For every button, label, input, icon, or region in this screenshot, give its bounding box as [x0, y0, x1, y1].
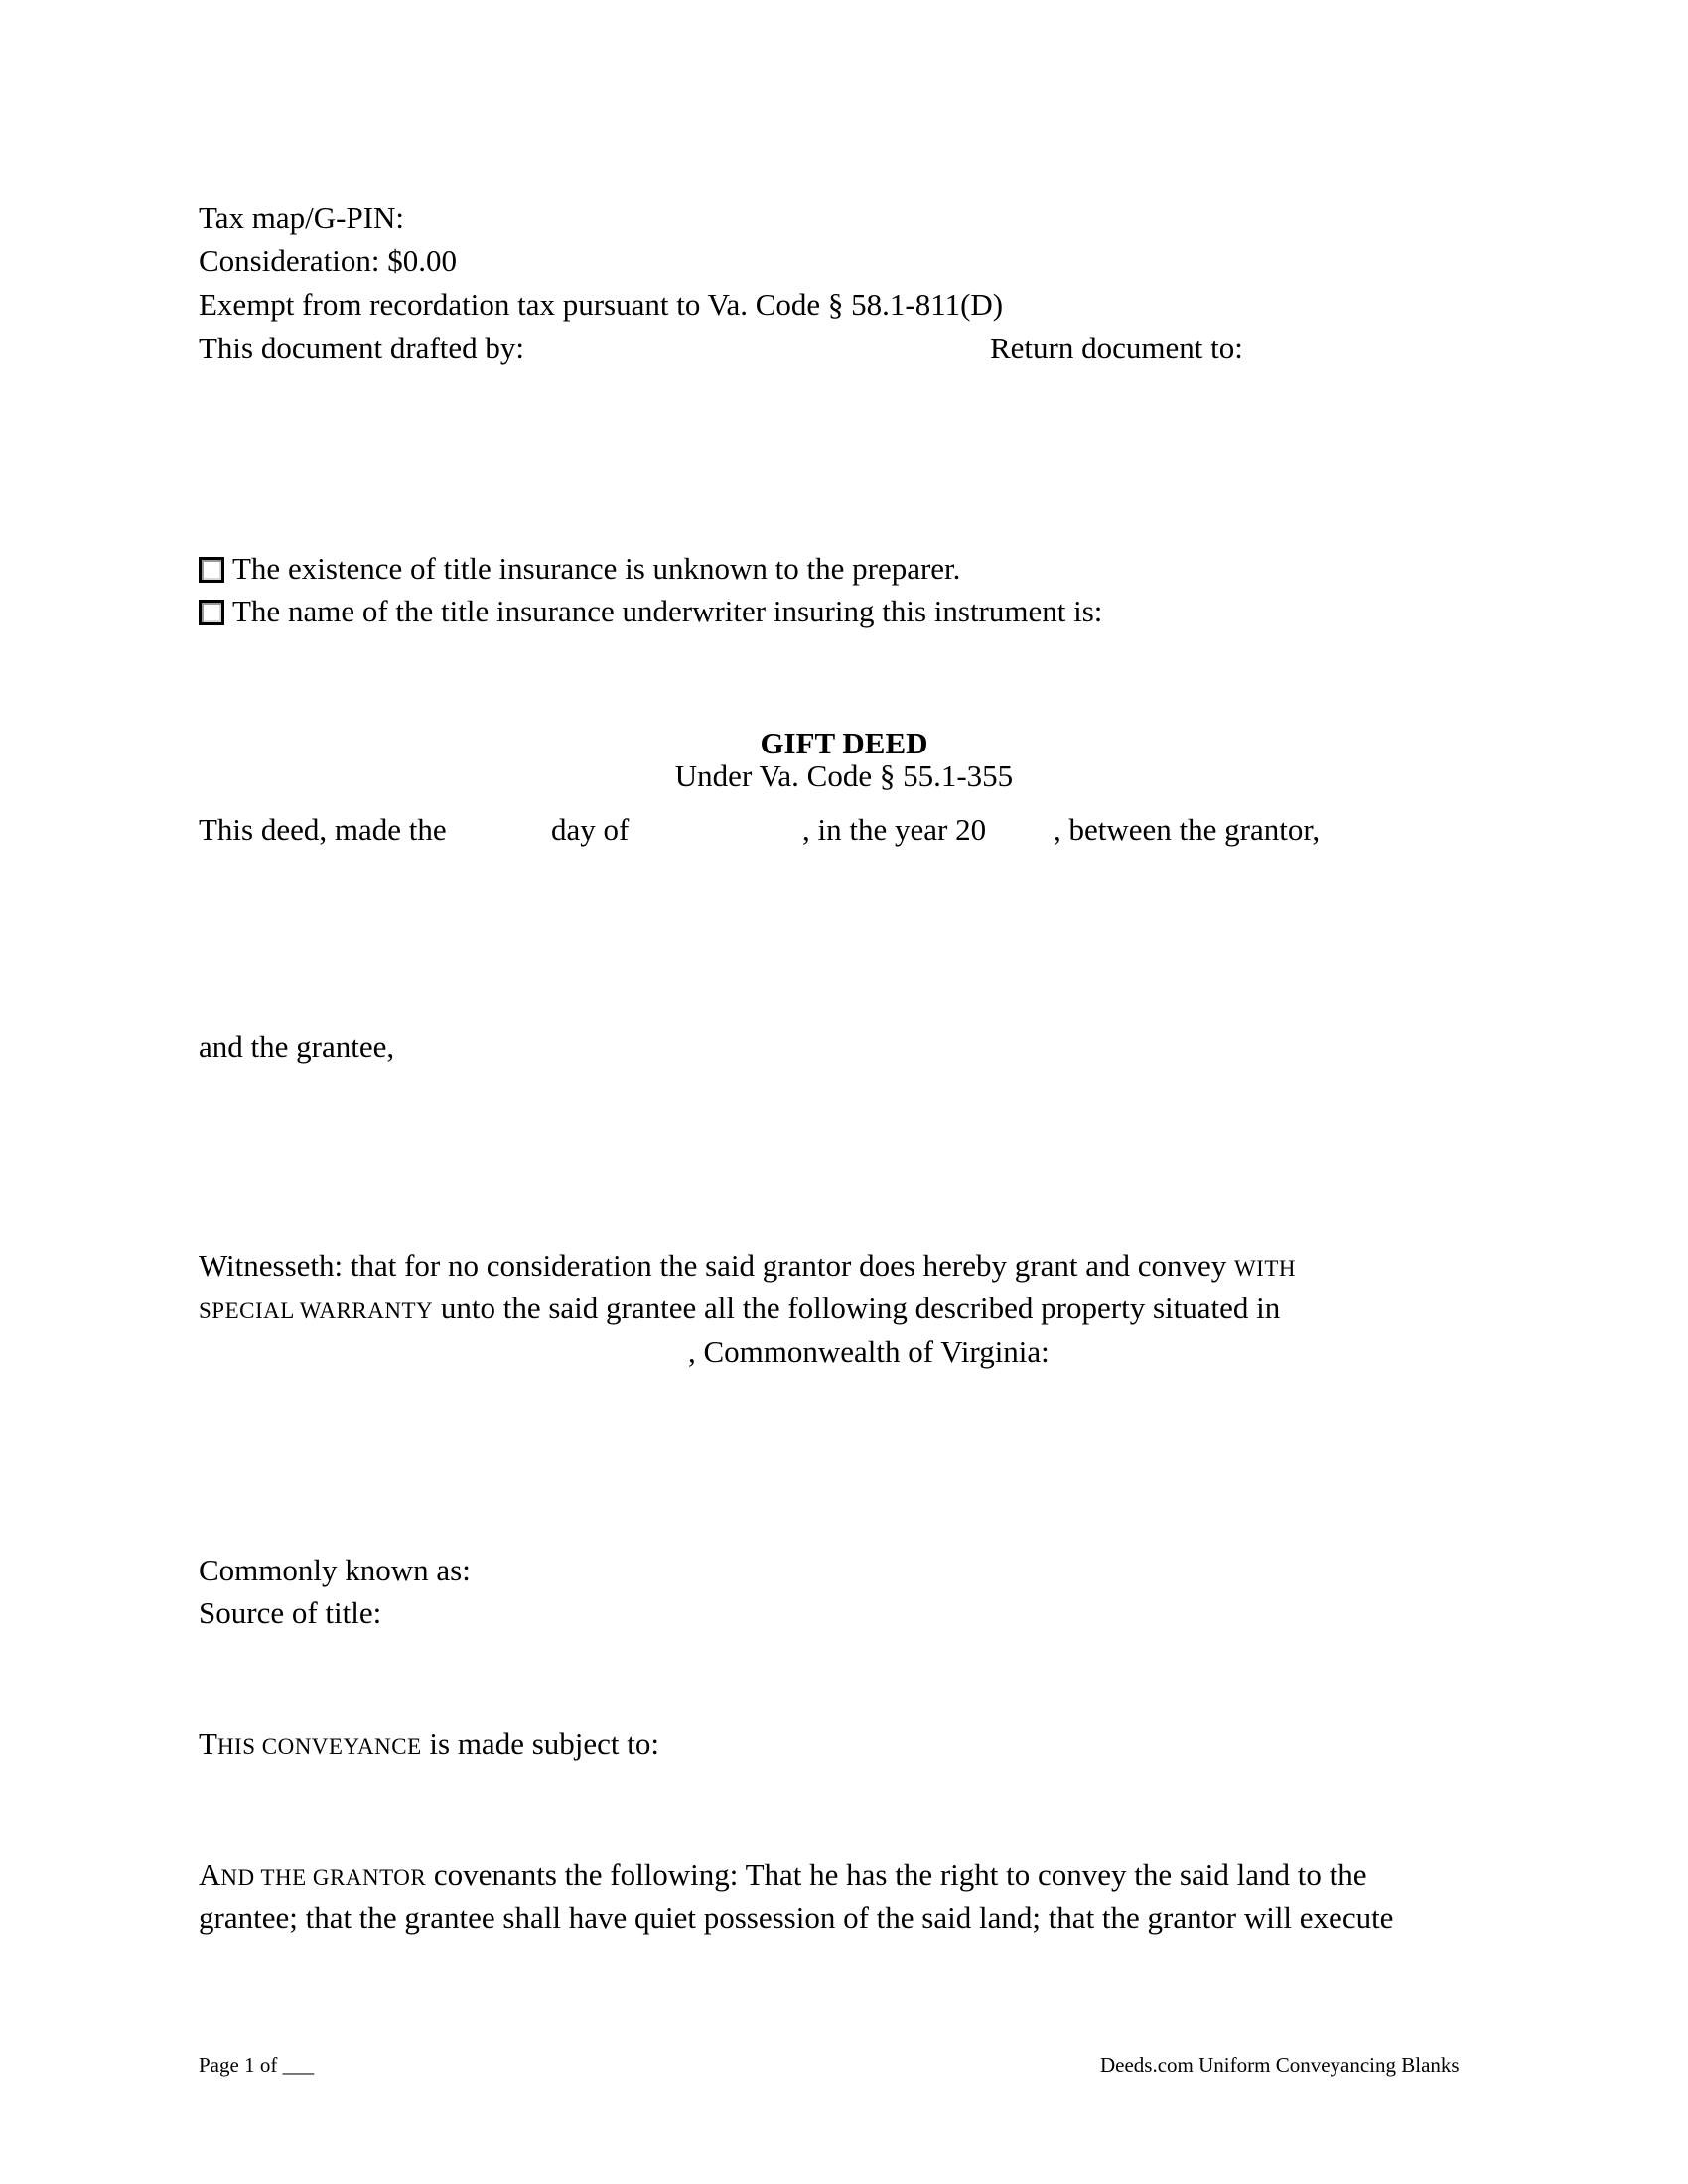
underwriter-option-label: The name of the title insurance underwriter insuring this instrument is:	[232, 594, 1103, 628]
covenant-text-1: covenants the following: That he has the right to convey the said land to the	[433, 1857, 1367, 1892]
drafted-by-label: This document drafted by:	[199, 331, 524, 365]
deed-day-of: day of	[551, 812, 630, 847]
title-insurance-unknown-option	[199, 551, 960, 587]
document-subtitle: Under Va. Code § 55.1-355	[674, 758, 1014, 793]
commonly-known-label: Commonly known as:	[199, 1553, 471, 1587]
source-of-title-label: Source of title:	[199, 1595, 382, 1630]
witnesseth-text-1: Witnesseth: that for no consideration the said grantor does hereby grant and convey	[199, 1248, 1227, 1283]
grantee-label: and the grantee,	[199, 1029, 395, 1064]
special-warranty-smallcaps: SPECIAL WARRANTY	[199, 1298, 434, 1323]
witnesseth-text-2: unto the said grantee all the following described property situated in	[440, 1291, 1281, 1325]
covenant-line-1	[199, 1857, 1366, 1896]
commonwealth-line: , Commonwealth of Virginia:	[688, 1334, 1050, 1369]
exempt-statement: Exempt from recordation tax pursuant to Va. Code § 58.1-811(D)	[199, 287, 1004, 322]
unknown-checkbox[interactable]	[199, 557, 224, 583]
with-smallcaps: WITH	[1233, 1256, 1296, 1281]
consideration-label: Consideration: $0.00	[199, 243, 458, 278]
title-insurance-underwriter-option	[199, 594, 1102, 629]
unknown-option-label: The existence of title insurance is unknown to the preparer.	[232, 551, 961, 586]
underwriter-checkbox[interactable]	[199, 600, 224, 625]
conveyance-text: is made subject to:	[429, 1726, 659, 1761]
deed-in-year: , in the year 20	[802, 812, 987, 847]
deed-between-grantor: , between the grantor,	[1054, 812, 1321, 847]
witnesseth-line-1	[199, 1248, 1296, 1287]
covenant-initial: A	[199, 1857, 221, 1892]
page-number: Page 1 of ___	[199, 2053, 315, 2077]
covenant-smallcaps: ND THE GRANTOR	[220, 1865, 427, 1890]
conveyance-initial: T	[199, 1726, 217, 1761]
conveyance-clause	[199, 1726, 659, 1765]
document-title: GIFT DEED	[760, 726, 928, 760]
footer-brand: Deeds.com Uniform Conveyancing Blanks	[1100, 2053, 1460, 2077]
tax-map-label: Tax map/G-PIN:	[199, 201, 405, 235]
witnesseth-line-2	[199, 1291, 1280, 1329]
deed-made-the: This deed, made the	[199, 812, 447, 847]
return-to-label: Return document to:	[990, 331, 1243, 365]
covenant-line-2: grantee; that the grantee shall have quiet possession of the said land; that the grantor will execute	[199, 1900, 1394, 1935]
conveyance-smallcaps: HIS CONVEYANCE	[216, 1734, 422, 1759]
